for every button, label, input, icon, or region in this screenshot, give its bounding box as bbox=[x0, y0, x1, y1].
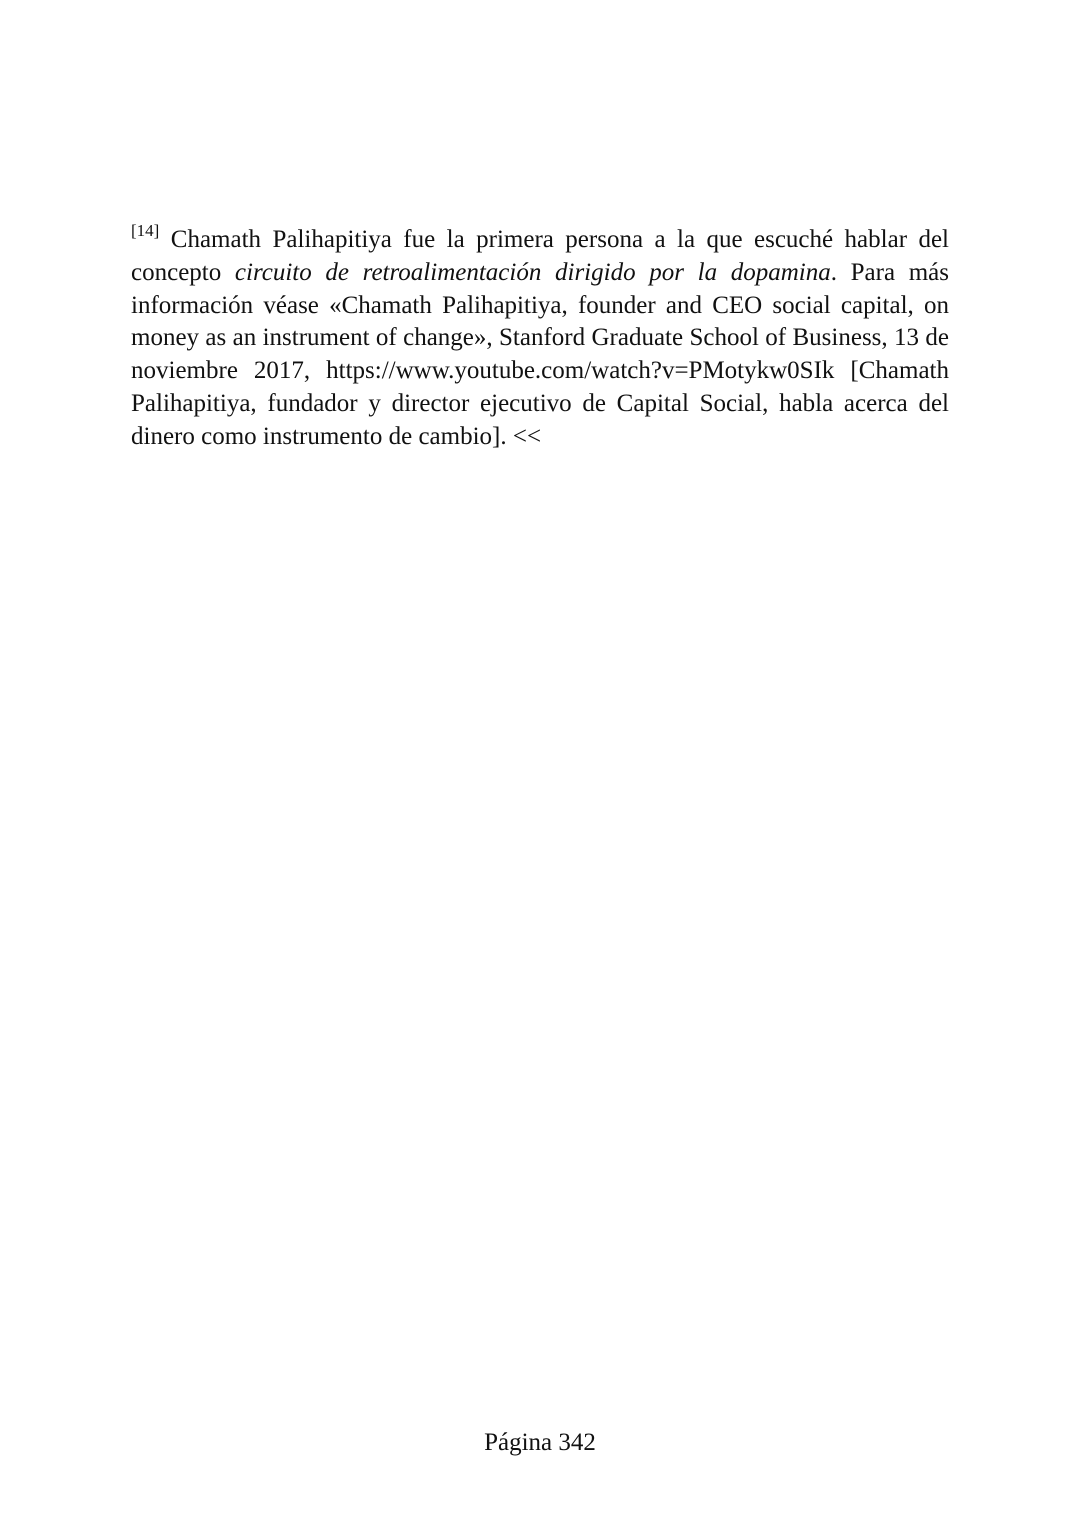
footnote-text-start: Chamath Palihapitiya fue la primera persona a la que escuché hablar del concepto bbox=[131, 226, 949, 286]
page-number: Página 342 bbox=[484, 1429, 596, 1456]
footnote-paragraph bbox=[131, 220, 950, 454]
footnote-italic-term: circuito de retroalimentación dirigido por la dopamina bbox=[234, 258, 831, 286]
footnote-text-end: . Para más información véase «Chamath Palihapitiya, founder and CEO social capital, on money as an instrument of change», Stanford Graduate School of Business, 13 de noviembre 2017, https://www.youtube.com/watch?v=PMotykw0SIk [Chamath Palihapitiya, fundador y director ejecutivo de Capital Social, habla acerca del dinero como instrumento de cambio]. bbox=[131, 258, 950, 450]
footnote-number[interactable]: [14] bbox=[131, 220, 160, 240]
footnote-backlink[interactable]: << bbox=[512, 422, 542, 450]
